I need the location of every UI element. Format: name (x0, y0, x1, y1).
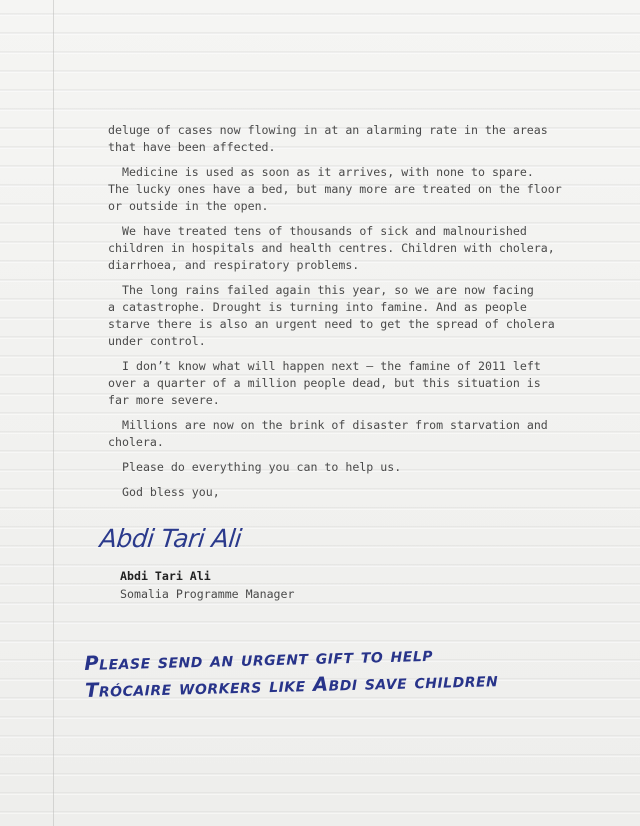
letter-paragraph: deluge of cases now flowing in at an alarming rate in the areas that have been affected. (108, 123, 548, 154)
appeal-line: Trócaire workers like Abdi save children (84, 668, 499, 702)
closing-line: God bless you, (122, 485, 220, 499)
letter-paragraph: Please do everything you can to help us. (122, 460, 402, 474)
appeal-line: Please send an urgent gift to help (84, 642, 434, 675)
appeal-message (84, 636, 625, 704)
signature-block (120, 567, 295, 603)
letter-paragraph: Medicine is used as soon as it arrives, with none to spare. The lucky ones have a bed, but many more are treated on the floor or outside in the open. (108, 165, 562, 213)
letter-paragraph: The long rains failed again this year, so we are now facing a catastrophe. Drought is turning into famine. And as people starve there is also an urgent need to get the spread of cholera under control. (108, 283, 555, 348)
letter-paragraph: I don’t know what will happen next – the famine of 2011 left over a quarter of a million people dead, but this situation is far more severe. (108, 359, 541, 407)
letter-paragraph: Millions are now on the brink of disaster from starvation and cholera. (108, 418, 548, 449)
letter-paragraph: We have treated tens of thousands of sick and malnourished children in hospitals and health centres. Children with cholera, diarrhoea, and respiratory problems. (108, 224, 555, 272)
signer-title: Somalia Programme Manager (120, 587, 295, 601)
margin-line (53, 0, 54, 826)
letter-body (108, 122, 608, 509)
signer-name: Abdi Tari Ali (120, 569, 211, 583)
handwritten-signature: Abdi Tari Ali (98, 524, 243, 553)
